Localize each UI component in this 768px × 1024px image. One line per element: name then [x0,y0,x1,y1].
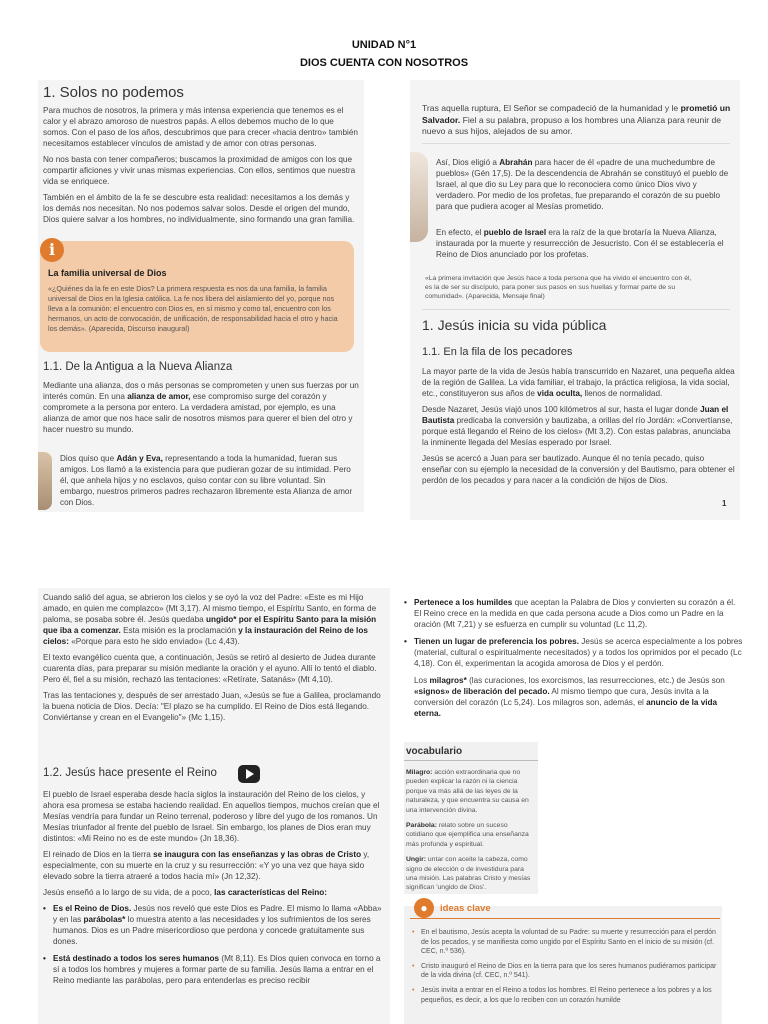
list-item: • Jesús invita a entrar en el Reino a todos los hombres. El Reino pertenece a los pobres y a los pequeños, es decir, a los que lo reciben con un corazón humilde [412,986,718,1005]
unit-title: DIOS CUENTA CON NOSOTROS [299,57,469,69]
vocab-definition: acción extraordinaria que no pueden explicar la razón ni la ciencia porque va más allá de las leyes de la naturaleza, y que encuentra su causa en una intervención divina. [406,769,529,814]
paragraph-israel [436,227,734,260]
list-item [404,636,744,669]
list-item [43,953,383,986]
text-bold: Tienen un lugar de preferencia los pobres. [414,637,580,646]
text-bold: se inaugura con las enseñanzas y las obras de Cristo [153,850,362,859]
abraham-illustration [410,152,428,242]
paragraph-abrahan [436,157,734,212]
text: Esta misión es la proclamación [120,626,239,635]
text-bold: alianza de amor, [127,392,191,401]
text: era la raíz de la que brotaría la Nueva Alianza, instaurada por la muerte y resurrección de Jesucristo. Con él se establecería el Reino de Dios anunciado por los profetas. [436,228,724,259]
text: predicaba la conversión y bautizaba, a orillas del río Jordán: «Convertíanse, porque está llegando el Reino de los cielos» (Mt 3,2). Con estas palabras, anunciaba la inminente llegada del Mesías esperado por Israel. [422,416,733,447]
page1-left-body [43,105,359,230]
text-bold: parábolas* [83,915,126,924]
paragraph [43,849,383,882]
vocabulary-entries [406,768,532,893]
list-item: • Cristo inauguró el Reino de Dios en la tierra para que los seres humanos pudiéramos participar de la vida divina (cf. CEC, n.º 541). [412,962,718,981]
paragraph: El texto evangélico cuenta que, a continuación, Jesús se retiró al desierto de Judea durante cuarenta días, para preparar su misión mediante la oración y el ayuno. Allí lo tentó el diablo. Pero él, fiel a su misión, rechazó las tentaciones: «Retírate, Satanás» (Mt 4,10). [43,653,377,684]
reino-characteristics-list-cont [404,597,744,669]
subsection-title-pecadores: 1.1. En la fila de los pecadores [422,346,573,358]
paragraph-alianza [43,380,359,435]
text: Dios quiso que [60,454,117,463]
text: Fiel a su palabra, propuso a los hombres una Alianza para reunir de nuevo a sus hijos, alejados de su amor. [422,114,722,136]
vocab-item-parabola [406,821,532,849]
text-bold: ungido* por el Espíritu Santo para la misión que iba a comenzar. [43,615,377,635]
text-bold: anuncio de la vida eterna. [414,698,718,718]
text: La mayor parte de la vida de Jesús había transcurrido en Nazaret, una pequeña aldea de la región de Galilea. La vida familiar, el trabajo, la práctica religiosa, la vida social, etc., constituyeron sus años de [422,367,735,398]
paragraph [422,366,736,399]
paragraph: Jesús se acercó a Juan para ser bautizado. Aunque él no tenía pecado, quiso enseñar con su ejemplo la necesidad de la conversión y del Bautismo, para obtener el perdón de los pecados y para nacer a la condición de hijos de Dios. [422,454,735,485]
unit-label: UNIDAD N°1 [351,39,417,51]
vocab-item-ungir [406,855,532,893]
text-bold: «signos» de liberación del pecado. [414,687,550,696]
page2-left-top [43,592,383,728]
divider [422,143,730,144]
paragraph: El pueblo de Israel esperaba desde hacía siglos la instauración del Reino de los cielos, y ahora esa promesa se estaba haciendo realidad. En aquellos tiempos, muchos creían que el Mesías vendría para fundar un Reino terrenal, poderoso y libre del yugo de los romanos. Un Mesías triunfador al frente del pueblo de Israel. Sin embargo, los planes de Dios eran muy distintos: «Mi Reino no es de este mundo» (Jn 18,36). [43,790,380,843]
text-bold: Pertenece a los humildes [414,598,513,607]
adam-eve-illustration [38,452,52,510]
list-item: • En el bautismo, Jesús acepta la voluntad de su Padre: su muerte y resurrección para el perdón de los pecados, y se manifiesta como ungido por el Espíritu Santo en el inicio de su misión (cf. CEC, n.º 536). [412,928,718,957]
info-box-title: La familia universal de Dios [48,268,167,278]
text: Los [414,676,430,685]
paragraph: Para muchos de nosotros, la primera y más intensa experiencia que tenemos es el calor y el abrazo amoroso de nuestros papás. A ellos debemos mucho de lo que somos. Con el paso de los años, descubrimos que para crecer «hacia dentro» también necesitamos establecer vínculos de amistad y de amor con otras personas. [43,106,358,148]
vocab-term: Parábola: [406,822,437,830]
paragraph [43,887,383,898]
page2-left-body [43,789,383,992]
text: Jesús enseñó a lo largo de su vida, de a poco, [43,888,215,897]
text-bold: Adán y Eva, [116,454,163,463]
text-bold: pueblo de Israel [483,228,547,237]
text: (Mt 8,11). Es Dios quien convoca en torno a sí a todos los hombres y mujeres a formar parte de su familia. Jesús llama a entrar en el Reino mediante las parábolas, pero para entenderlas es preciso recibir [53,954,381,985]
paragraph [422,404,736,448]
text: lo muestra atento a las necesidades y los sufrimientos de los seres humanos. Dios es un Padre misericordioso que perdona y concede gratuitamente sus dones. [53,915,371,946]
vocab-definition: relato sobre un suceso cotidiano que ejemplifica una enseñanza más profunda y espiritual. [406,822,529,848]
text: para hacer de él «padre de una muchedumbre de pueblos» (Gén 17,5). De la descendencia de Abrahán se constituyó el pueblo de Israel, al que dio su Ley para que lo reconociera como único Dios vivo y verdadero. Por medio de los profetas, fue preparando el corazón de su pueblo para que pudiera acoger al Mesías prometido. [436,158,729,211]
text-bold: Es el Reino de Dios. [53,904,132,913]
text-bold: Está destinado a todos los seres humanos [53,954,220,963]
paragraph [404,675,744,719]
text-bold: milagros* [429,676,467,685]
text-bold: vida oculta, [537,389,583,398]
quote-aparecida: «La primera invitación que Jesús hace a toda persona que ha vivido el encuentro con él, es la de ser su discípulo, para poner sus pasos en sus huellas y formar parte de su comunidad». (Aparecida, Mensaje final) [425,275,692,301]
text-bold: Abrahán [499,158,533,167]
reino-characteristics-list [43,903,383,986]
text: El reinado de Dios en la tierra [43,850,154,859]
paragraph-salvador [422,103,734,138]
page-number: 1 [722,499,727,508]
paragraph-adan-eva [60,453,360,508]
vocab-definition: untar con aceite la cabeza, como signo de elección o de investidura para una misión. Las palabras Cristo y mesías significan 'ungido de Dios'. [406,856,531,892]
play-video-icon[interactable] [238,765,260,783]
section-title-solos: 1. Solos no podemos [43,84,184,101]
text: (las curaciones, los exorcismos, las resurrecciones, etc.) de Jesús son [466,676,725,685]
text: Jesús nos reveló que este Dios es Padre. El mismo lo llama «Abba» y en las [53,904,382,924]
ideas-clave-list [412,928,718,1010]
text-bold: prometió un Salvador. [422,103,731,125]
vocab-term: Milagro: [406,769,433,776]
section-title-vida-publica: 1. Jesús inicia su vida pública [422,317,607,333]
lightbulb-icon: ● [414,898,434,918]
list-item [404,597,744,630]
text: y, especialmente, con su muerte en la cruz y su resurrección: «Y yo una vez que haya sido elevado sobre la tierra atraeré a todos hacia mí» (Jn 12,32). [43,850,370,881]
vocab-item-milagro [406,768,532,815]
text: Tras aquella ruptura, El Señor se compadeció de la humanidad y le [422,103,681,113]
info-box-text: «¿Quiénes da la fe en este Dios? La primera respuesta es nos da una familia, la familia universal de Dios en la Iglesia católica. La fe nos libera del aislamiento del yo, porque nos lleva a la comunión: el encuentro con Dios es, en sí mismo y como tal, encuentro con los hermanos, un acto de convocación, de unificación, de responsabilidad hacia el otro y hacia los demás». (Aparecida, Discurso inaugural) [48,284,338,333]
ideas-clave-title: ideas clave [440,903,491,914]
page1-right-body [422,366,736,491]
vocabulary-underline [404,760,538,761]
text-bold: y la instauración del Reino de los cielos: [43,626,368,646]
text: ese compromiso surge del corazón y compromete a la persona por entero. La verdadera amistad, por ejemplo, es una alianza de amor que nos hace salir de nosotros mismos para querer el bien del otro y hacer nuestro su mundo. [43,392,353,434]
subsection-title-reino: 1.2. Jesús hace presente el Reino [43,767,217,779]
ideas-clave-underline [410,918,720,919]
text: Desde Nazaret, Jesús viajó unos 100 kilómetros al sur, hasta el lugar donde [422,405,701,414]
paragraph: También en el ámbito de la fe se descubre esta realidad: necesitamos a los demás y los demás nos necesitan. No nos podemos salvar solos. Desde el origen del mundo, Dios quiere salvar a los hombres, no individualmente, sino formando una gran familia. [43,193,355,224]
vocabulary-title: vocabulario [406,746,463,757]
paragraph [43,592,383,647]
text: representando a toda la humanidad, fueran sus amigos. Los llamó a la existencia para que pudieran gozar de su intimidad. Pero él, que anhela hijos y no esclavos, quiso contar con su libre voluntad. Sin embargo, nuestros primeros padres rechazaron libremente esta Alianza de amor con Dios. [60,454,353,507]
text: Al mismo tiempo que cura, Jesús invita a la conversión del corazón (Lc 5,24). Los milagros son, además, el [414,687,709,707]
divider [422,309,730,310]
page2-right-top [404,597,744,724]
text: Mediante una alianza, dos o más personas se comprometen y unen sus fuerzas por un interés común. En una [43,381,359,401]
info-icon: i [40,238,64,262]
text: que aceptan la Palabra de Dios y convierten su corazón a él. El Reino crece en la medida en que cada persona acude a Dios como un Padre en la oración (Mt 7,21) y se esfuerza en cumplir su voluntad (Lc 11,2). [414,598,736,629]
vocab-term: Ungir: [406,856,427,864]
text: llenos de normalidad. [582,389,663,398]
text-bold: las características del Reino: [214,888,328,897]
subsection-title-alianza: 1.1. De la Antigua a la Nueva Alianza [43,361,233,373]
paragraph: Tras las tentaciones y, después de ser arrestado Juan, «Jesús se fue a Galilea, proclamando la buena noticia de Dios. Decía: "El plazo se ha cumplido. El Reino de Dios está llegando. Conviértanse y crean en el Evangelio"» (Mc 1,15). [43,691,381,722]
text: Jesús se acerca especialmente a los pobres (material, cultural o espiritualmente necesitados) y a todos los oprimidos por el pecado (Lc 4,18). Con él, experimentan la acogida amorosa de Dios y el perdón. [414,637,743,668]
text: «Porque para esto he sido enviado» (Lc 4,43). [68,637,240,646]
text-bold: Juan el Bautista [422,405,729,425]
text: Cuando salió del agua, se abrieron los cielos y se oyó la voz del Padre: «Este es mi Hijo amado, en quien me complazco» (Mt 3,17). Al mismo tiempo, el Espíritu Santo, en forma de paloma, se posaba sobre él. Jesús quedaba [43,593,377,624]
text: Así, Dios eligió a [436,158,500,167]
list-item [43,903,383,947]
paragraph: No nos basta con tener compañeros; buscamos la proximidad de amigos con los que compartir aficiones y vivir unas mismas experiencias. Con ellos, sentimos que nuestra vida se enriquece. [43,155,356,186]
text: En efecto, el [436,228,484,237]
